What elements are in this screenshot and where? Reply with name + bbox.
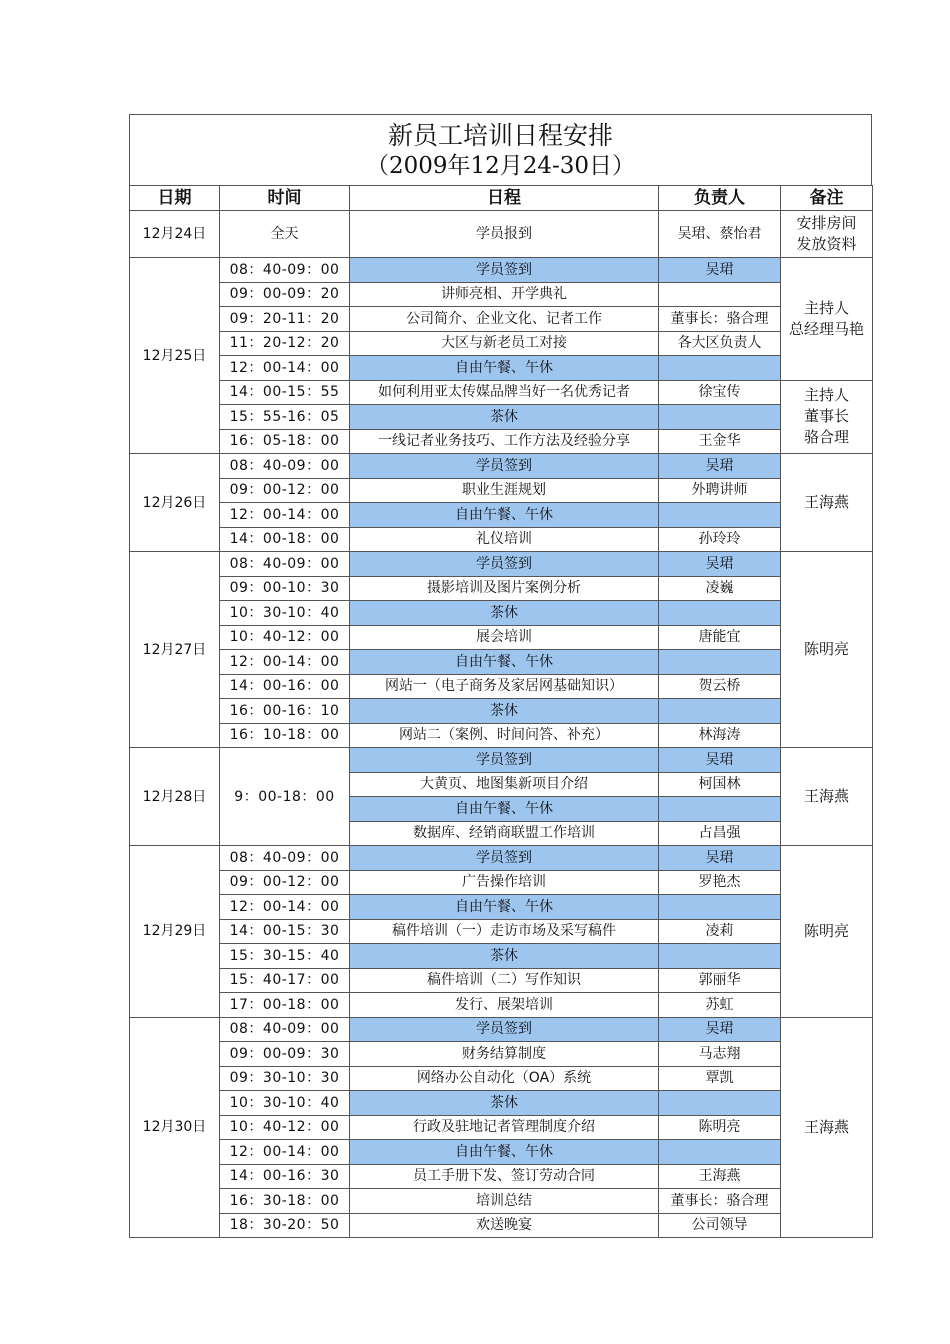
owner-cell: 柯国林 [659,772,781,797]
owner-cell: 唐能宜 [659,625,781,650]
event-cell: 大区与新老员工对接 [350,331,659,356]
event-cell: 自由午餐、午休 [350,797,659,822]
time-cell: 9：00-18：00 [220,748,350,846]
event-cell: 广告操作培训 [350,870,659,895]
table-row [130,1115,873,1140]
owner-cell: 贺云桥 [659,674,781,699]
owner-cell [659,895,781,920]
table-row [130,1091,873,1116]
table-row [130,1189,873,1214]
time-cell: 09：00-09：30 [220,1042,350,1067]
table-row [130,282,873,307]
table-row [130,1164,873,1189]
event-cell: 学员报到 [350,211,659,258]
event-cell: 自由午餐、午休 [350,895,659,920]
event-cell: 学员签到 [350,552,659,577]
note-cell [781,454,873,552]
table-row [130,552,873,577]
owner-cell: 苏虹 [659,993,781,1018]
event-cell: 培训总结 [350,1189,659,1214]
date-cell: 12月24日 [130,211,220,258]
event-cell: 一线记者业务技巧、工作方法及经验分享 [350,429,659,454]
time-cell: 12：00-14：00 [220,895,350,920]
table-row [130,454,873,479]
time-cell: 14：00-15：30 [220,919,350,944]
owner-cell [659,601,781,626]
time-cell: 18：30-20：50 [220,1213,350,1238]
time-cell: 16：00-16：10 [220,699,350,724]
time-cell: 10：30-10：40 [220,601,350,626]
event-cell: 自由午餐、午休 [350,356,659,381]
event-cell: 稿件培训（一）走访市场及采写稿件 [350,919,659,944]
table-row [130,258,873,283]
event-cell: 大黄页、地图集新项目介绍 [350,772,659,797]
time-cell: 15：55-16：05 [220,405,350,430]
time-cell: 09：00-10：30 [220,576,350,601]
owner-cell: 董事长：骆合理 [659,307,781,332]
header-owner: 负责人 [659,186,781,211]
event-cell: 自由午餐、午休 [350,503,659,528]
table-row [130,870,873,895]
owner-cell [659,1140,781,1165]
time-cell: 08：40-09：00 [220,552,350,577]
time-cell: 09：00-12：00 [220,870,350,895]
owner-cell: 吴珺 [659,748,781,773]
table-row [130,968,873,993]
event-cell: 学员签到 [350,258,659,283]
note-line: 主持人 [803,386,849,405]
note-line: 骆合理 [803,428,849,447]
owner-cell: 孙玲玲 [659,527,781,552]
event-cell: 网络办公自动化（OA）系统 [350,1066,659,1091]
owner-cell: 罗艳杰 [659,870,781,895]
title-box [129,114,872,185]
note-cell [781,552,873,748]
date-cell: 12月25日 [130,258,220,454]
owner-cell: 陈明亮 [659,1115,781,1140]
note-line: 陈明亮 [803,640,849,658]
owner-cell: 吴珺 [659,846,781,871]
owner-cell: 各大区负责人 [659,331,781,356]
time-cell: 全天 [220,211,350,258]
table-row [130,944,873,969]
event-cell: 讲师亮相、开学典礼 [350,282,659,307]
time-cell: 08：40-09：00 [220,454,350,479]
note-cell [781,380,873,454]
event-cell: 礼仪培训 [350,527,659,552]
event-cell: 茶休 [350,405,659,430]
event-cell: 公司简介、企业文化、记者工作 [350,307,659,332]
event-cell: 自由午餐、午休 [350,650,659,675]
table-row [130,919,873,944]
event-cell: 茶休 [350,1091,659,1116]
owner-cell [659,797,781,822]
time-cell: 08：40-09：00 [220,258,350,283]
owner-cell: 吴珺 [659,454,781,479]
note-cell [781,258,873,381]
event-cell: 茶休 [350,699,659,724]
note-cell [781,846,873,1018]
owner-cell: 凌莉 [659,919,781,944]
time-cell: 16：30-18：00 [220,1189,350,1214]
time-cell: 16：10-18：00 [220,723,350,748]
time-cell: 09：30-10：30 [220,1066,350,1091]
owner-cell: 凌巍 [659,576,781,601]
event-cell: 行政及驻地记者管理制度介绍 [350,1115,659,1140]
table-row [130,846,873,871]
time-cell: 10：40-12：00 [220,1115,350,1140]
time-cell: 12：00-14：00 [220,1140,350,1165]
owner-cell: 王金华 [659,429,781,454]
table-row [130,307,873,332]
note-line: 王海燕 [803,787,849,805]
schedule-sheet [129,114,872,1238]
owner-cell: 吴珺 [659,258,781,283]
event-cell: 稿件培训（二）写作知识 [350,968,659,993]
date-cell: 12月28日 [130,748,220,846]
header-row [130,186,873,211]
note-cell [781,1017,873,1238]
table-row [130,748,873,773]
time-cell: 12：00-14：00 [220,650,350,675]
table-row [130,1017,873,1042]
owner-cell: 吴珺、蔡怡君 [659,211,781,258]
time-cell: 08：40-09：00 [220,1017,350,1042]
event-cell: 摄影培训及图片案例分析 [350,576,659,601]
time-cell: 09：00-09：20 [220,282,350,307]
event-cell: 网站一（电子商务及家居网基础知识） [350,674,659,699]
event-cell: 茶休 [350,944,659,969]
table-row [130,895,873,920]
date-cell: 12月26日 [130,454,220,552]
owner-cell: 董事长：骆合理 [659,1189,781,1214]
event-cell: 自由午餐、午休 [350,1140,659,1165]
page-subtitle: （2009年12月24-30日） [365,153,636,179]
owner-cell: 马志翔 [659,1042,781,1067]
table-row [130,601,873,626]
date-cell: 12月30日 [130,1017,220,1238]
note-cell [781,211,873,258]
note-line: 董事长 [803,407,849,426]
event-cell: 员工手册下发、签订劳动合同 [350,1164,659,1189]
note-line: 总经理马艳 [788,319,864,338]
table-row [130,527,873,552]
owner-cell [659,356,781,381]
table-row [130,380,873,405]
owner-cell: 覃凯 [659,1066,781,1091]
table-row [130,1140,873,1165]
header-note: 备注 [781,186,873,211]
owner-cell: 王海燕 [659,1164,781,1189]
time-cell: 09：20-11：20 [220,307,350,332]
owner-cell [659,944,781,969]
note-line: 发放资料 [796,235,857,253]
table-row [130,674,873,699]
time-cell: 09：00-12：00 [220,478,350,503]
event-cell: 财务结算制度 [350,1042,659,1067]
event-cell: 展会培训 [350,625,659,650]
owner-cell: 占昌强 [659,821,781,846]
event-cell: 学员签到 [350,454,659,479]
time-cell: 14：00-15：55 [220,380,350,405]
owner-cell: 公司领导 [659,1213,781,1238]
owner-cell [659,282,781,307]
page-title: 新员工培训日程安排 [387,121,613,150]
note-line: 王海燕 [803,1117,849,1136]
event-cell: 欢送晚宴 [350,1213,659,1238]
note-line: 王海燕 [803,493,849,511]
table-row [130,1066,873,1091]
owner-cell: 徐宝传 [659,380,781,405]
time-cell: 15：40-17：00 [220,968,350,993]
time-cell: 10：30-10：40 [220,1091,350,1116]
time-cell: 15：30-15：40 [220,944,350,969]
header-date: 日期 [130,186,220,211]
owner-cell [659,650,781,675]
schedule-body [130,211,873,1238]
note-line: 主持人 [803,298,849,317]
event-cell: 茶休 [350,601,659,626]
owner-cell: 郭丽华 [659,968,781,993]
owner-cell [659,503,781,528]
owner-cell: 外聘讲师 [659,478,781,503]
table-row [130,211,873,258]
owner-cell: 吴珺 [659,552,781,577]
table-row [130,650,873,675]
owner-cell [659,699,781,724]
table-row [130,503,873,528]
note-line: 安排房间 [796,214,857,232]
event-cell: 网站二（案例、时间问答、补充） [350,723,659,748]
event-cell: 学员签到 [350,846,659,871]
table-row [130,576,873,601]
event-cell: 发行、展架培训 [350,993,659,1018]
date-cell: 12月29日 [130,846,220,1018]
time-cell: 11：20-12：20 [220,331,350,356]
date-cell: 12月27日 [130,552,220,748]
header-schedule: 日程 [350,186,659,211]
time-cell: 14：00-16：00 [220,674,350,699]
event-cell: 职业生涯规划 [350,478,659,503]
time-cell: 12：00-14：00 [220,356,350,381]
time-cell: 14：00-16：30 [220,1164,350,1189]
time-cell: 14：00-18：00 [220,527,350,552]
owner-cell: 吴珺 [659,1017,781,1042]
time-cell: 08：40-09：00 [220,846,350,871]
table-row [130,993,873,1018]
schedule-table [129,185,873,1238]
owner-cell [659,1091,781,1116]
note-cell [781,748,873,846]
table-row [130,331,873,356]
table-row [130,405,873,430]
table-row [130,625,873,650]
header-time: 时间 [220,186,350,211]
table-row [130,1042,873,1067]
owner-cell: 林海涛 [659,723,781,748]
time-cell: 10：40-12：00 [220,625,350,650]
event-cell: 数据库、经销商联盟工作培训 [350,821,659,846]
time-cell: 12：00-14：00 [220,503,350,528]
event-cell: 学员签到 [350,1017,659,1042]
table-row [130,1213,873,1238]
table-row [130,356,873,381]
time-cell: 17：00-18：00 [220,993,350,1018]
event-cell: 学员签到 [350,748,659,773]
table-row [130,723,873,748]
time-cell: 16：05-18：00 [220,429,350,454]
table-row [130,429,873,454]
event-cell: 如何利用亚太传媒品牌当好一名优秀记者 [350,380,659,405]
table-row [130,699,873,724]
owner-cell [659,405,781,430]
note-line: 陈明亮 [803,921,849,940]
table-row [130,478,873,503]
